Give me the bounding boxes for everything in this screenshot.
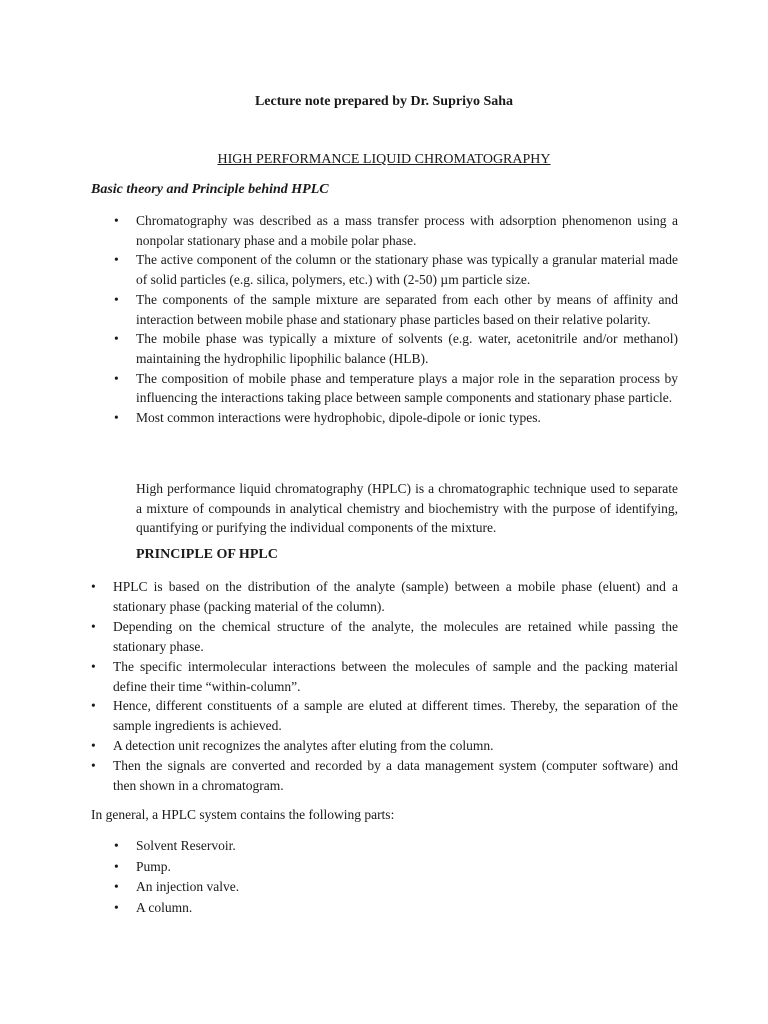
list-item: • The components of the sample mixture are separated from each other by means of affinity and interaction between mobile phase and stationary phase particles based on their relative polarity. — [114, 290, 678, 329]
list-item: • An injection valve. — [114, 877, 614, 898]
list-item: • Most common interactions were hydrophobic, dipole-dipole or ionic types. — [114, 408, 678, 428]
intro-paragraph: High performance liquid chromatography (HPLC) is a chromatographic technique used to separate a mixture of compounds in analytical chemistry and biochemistry with the purpose of identifying, quantifying or purifying the individual components of the mixture. — [136, 481, 678, 536]
document-title: HIGH PERFORMANCE LIQUID CHROMATOGRAPHY — [217, 152, 551, 167]
list-item: • Hence, different constituents of a sample are eluted at different times. Thereby, the separation of the sample ingredients is achieved. — [91, 696, 678, 736]
list-item: • Depending on the chemical structure of the analyte, the molecules are retained while passing the stationary phase. — [91, 617, 678, 657]
list-item: • A column. — [114, 898, 614, 919]
list-item: • Chromatography was described as a mass transfer process with adsorption phenomenon using a nonpolar stationary phase and a mobile polar phase. — [114, 211, 678, 250]
list-item: • Solvent Reservoir. — [114, 836, 614, 857]
list-item: • The active component of the column or the stationary phase was typically a granular material made of solid particles (e.g. silica, polymers, etc.) with (2-50) µm particle size. — [114, 250, 678, 289]
list-item: • HPLC is based on the distribution of the analyte (sample) between a mobile phase (eluent) and a stationary phase (packing material of the column). — [91, 577, 678, 617]
principle-list — [91, 577, 678, 796]
section-subheading: Basic theory and Principle behind HPLC — [91, 182, 329, 197]
list-item: • Pump. — [114, 857, 614, 878]
hplc-parts-list — [114, 836, 614, 918]
list-item: • The specific intermolecular interactions between the molecules of sample and the packing material define their time “within-column”. — [91, 657, 678, 697]
author-line: Lecture note prepared by Dr. Supriyo Saha — [254, 94, 514, 109]
principle-heading: PRINCIPLE OF HPLC — [136, 547, 278, 562]
basic-theory-list — [114, 211, 678, 428]
list-item: • A detection unit recognizes the analytes after eluting from the column. — [91, 736, 678, 756]
parts-intro-line: In general, a HPLC system contains the following parts: — [91, 807, 395, 822]
list-item: • The mobile phase was typically a mixture of solvents (e.g. water, acetonitrile and/or methanol) maintaining the hydrophilic lipophilic balance (HLB). — [114, 329, 678, 368]
list-item: • Then the signals are converted and recorded by a data management system (computer software) and then shown in a chromatogram. — [91, 756, 678, 796]
list-item: • The composition of mobile phase and temperature plays a major role in the separation process by influencing the interactions taking place between sample components and stationary phase particle. — [114, 369, 678, 408]
